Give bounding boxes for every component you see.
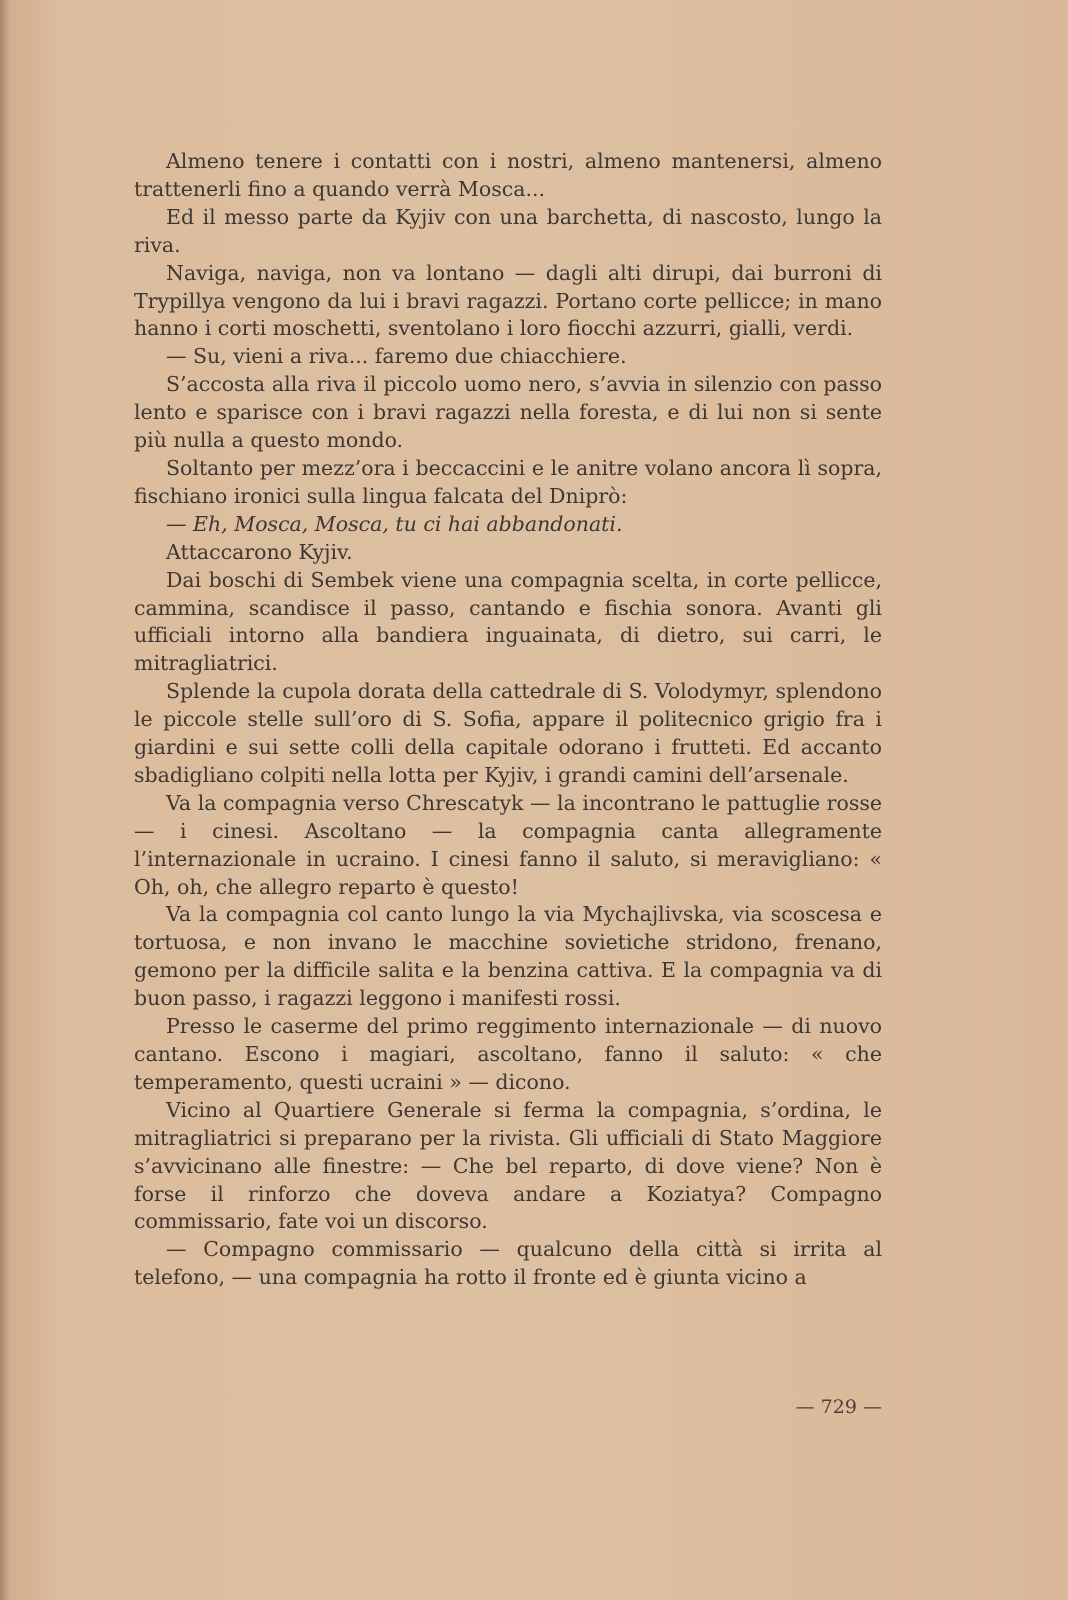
- paragraph: Vicino al Quartiere Generale si ferma la compagnia, s’ordina, le mitragliatrici si preparano per la rivista. Gli ufficiali di Stato Maggiore s’avvicinano alle finestre: — Che bel reparto, di dove viene? Non è forse il rinforzo che doveva andare a Koziatya? Compagno commissario, fate voi un discorso.: [134, 1097, 882, 1234]
- page-number: — 729 —: [795, 1396, 882, 1418]
- paragraph: Naviga, naviga, non va lontano — dagli alti dirupi, dai burroni di Trypillya vengono da lui i bravi ragazzi. Portano corte pellicce; in mano hanno i corti moschetti, sventolano i loro fiocchi azzurri, gialli, verdi.: [134, 260, 882, 341]
- paragraph-italic: — Eh, Mosca, Mosca, tu ci hai abbandonati.: [166, 511, 623, 536]
- paragraph: Ed il messo parte da Kyjiv con una barchetta, di nascosto, lungo la riva.: [134, 204, 882, 257]
- paragraph: Soltanto per mezz’ora i beccaccini e le anitre volano ancora lì sopra, fischiano ironici sulla lingua falcata del Dniprò:: [134, 455, 882, 508]
- paragraph: Dai boschi di Sembek viene una compagnia scelta, in corte pellicce, cammina, scandisce il passo, cantando e fischia sonora. Avanti gli ufficiali intorno alla bandiera inguainata, di dietro, sui carri, le mitragliatrici.: [134, 567, 882, 676]
- paragraph: Va la compagnia col canto lungo la via Mychajlivska, via scoscesa e tortuosa, e non invano le macchine sovietiche stridono, frenano, gemono per la difficile salita e la benzina cattiva. E la compagnia va di buon passo, i ragazzi leggono i manifesti rossi.: [134, 902, 882, 1011]
- paragraph: Splende la cupola dorata della cattedrale di S. Volodymyr, splendono le piccole stelle sull’oro di S. Sofia, appare il politecnico grigio fra i giardini e sui sette colli della capitale odorano i frutteti. Ed accanto sbadigliano colpiti nella lotta per Kyjiv, i grandi camini dell’arsenale.: [134, 679, 882, 787]
- paragraph: Presso le caserme del primo reggimento internazionale — di nuovo cantano. Escono i magiari, ascoltano, fanno il saluto: « che temperamento, questi ucraini » — dicono.: [134, 1014, 882, 1094]
- paragraph: — Su, vieni a riva... faremo due chiacchiere.: [166, 344, 627, 369]
- paragraph: Attaccarono Kyjiv.: [166, 539, 353, 564]
- paragraph: S’accosta alla riva il piccolo uomo nero, s’avvia in silenzio con passo lento e sparisce con i bravi ragazzi nella foresta, e di lui non si sente più nulla a questo mondo.: [134, 372, 882, 453]
- page-gutter-shadow: [0, 0, 10, 1600]
- paragraph: Almeno tenere i contatti con i nostri, almeno mantenersi, almeno trattenerli fino a quando verrà Mosca...: [134, 149, 882, 201]
- body-text: [134, 148, 882, 1292]
- paragraph: Va la compagnia verso Chrescatyk — la incontrano le pattuglie rosse — i cinesi. Ascoltano — la compagnia canta allegramente l’internazionale in ucraino. I cinesi fanno il saluto, si meravigliano: « Oh, oh, che allegro reparto è questo!: [134, 790, 882, 899]
- paragraph: — Compagno commissario — qualcuno della città si irrita al telefono, — una compagnia ha rotto il fronte ed è giunta vicino a: [134, 1237, 882, 1290]
